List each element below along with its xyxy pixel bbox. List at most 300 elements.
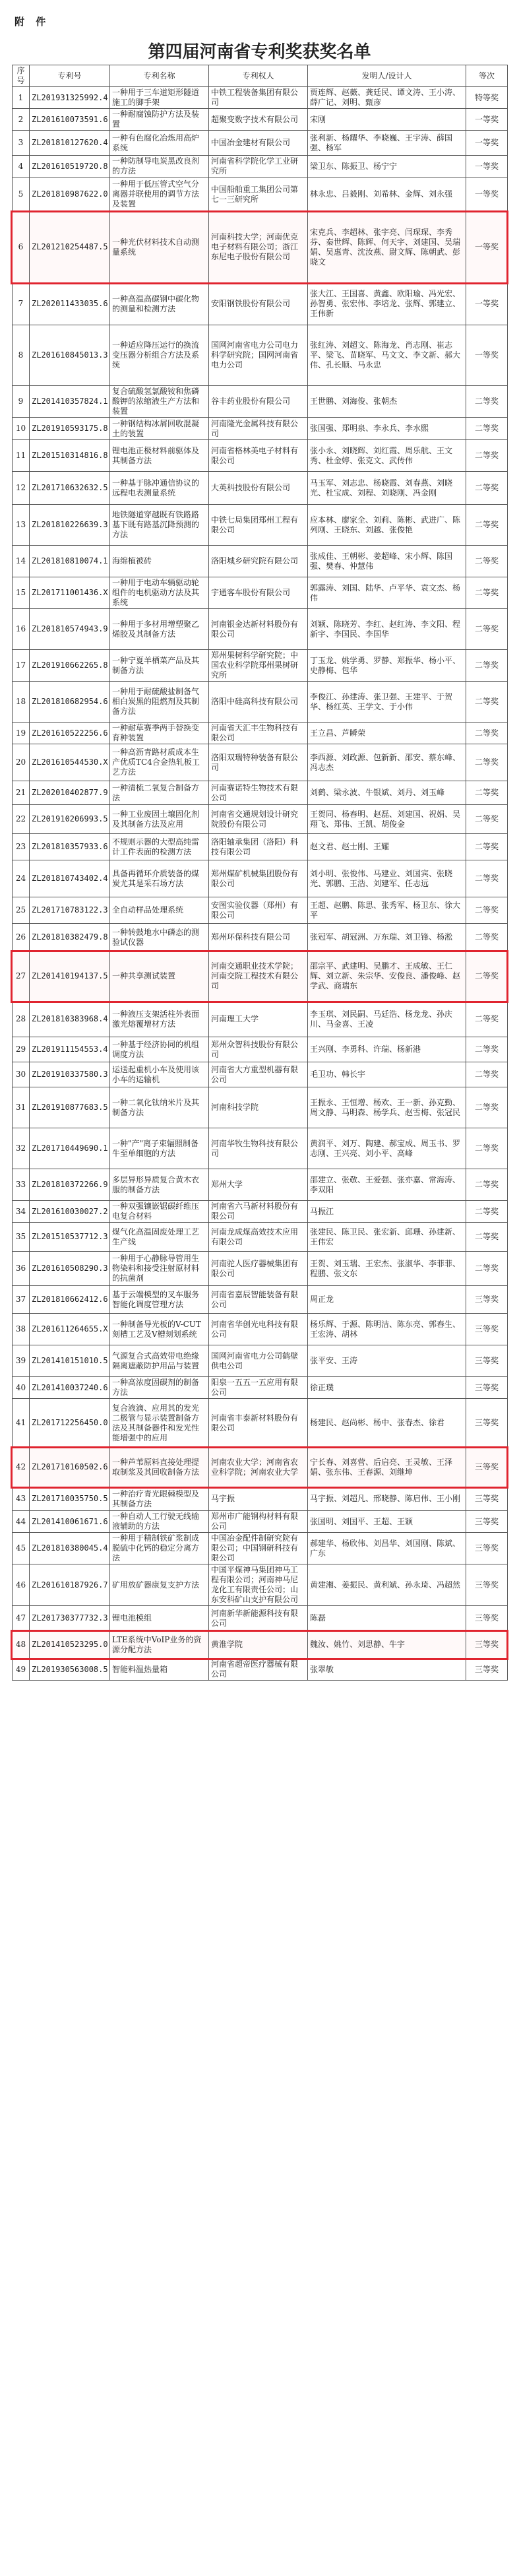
table-row xyxy=(13,1314,508,1345)
row-level: 三等奖 xyxy=(466,1631,508,1659)
table-row xyxy=(13,1533,508,1564)
row-level: 三等奖 xyxy=(466,1659,508,1681)
row-no: 14 xyxy=(13,546,30,577)
row-patent-no: ZL202010402877.9 xyxy=(30,781,110,805)
row-holder: 中铁工程装备集团有限公司 xyxy=(209,87,308,109)
row-inventors: 王兴刚、李勇科、许瑞、杨新港 xyxy=(308,1037,466,1062)
row-patent-no: ZL201610030027.2 xyxy=(30,1201,110,1223)
row-holder: 河南省天汇丰生物科技有限公司 xyxy=(209,723,308,744)
table-row xyxy=(13,1286,508,1314)
table-row xyxy=(13,325,508,386)
row-holder: 河南交通职业技术学院；河南交院工程技术有限公司 xyxy=(209,951,308,1002)
table-row xyxy=(13,87,508,109)
row-patent-name: 全自动样品处理系统 xyxy=(110,897,209,924)
row-no: 32 xyxy=(13,1128,30,1169)
table-row xyxy=(13,1377,508,1399)
row-holder: 河南华牧生物科技有限公司 xyxy=(209,1128,308,1169)
row-patent-name: 一种钢结构冰屑回收混凝土的装置 xyxy=(110,418,209,440)
table-row xyxy=(13,609,508,650)
row-patent-no: ZL201710449690.1 xyxy=(30,1128,110,1169)
row-holder: 河南省科学院化学工业研究所 xyxy=(209,156,308,177)
row-holder: 洛阳双瑞特种装备有限公司 xyxy=(209,744,308,781)
row-level: 三等奖 xyxy=(466,1533,508,1564)
table-row xyxy=(13,505,508,546)
row-no: 49 xyxy=(13,1659,30,1681)
table-row xyxy=(13,546,508,577)
row-no: 8 xyxy=(13,325,30,386)
row-patent-no: ZL201610508290.3 xyxy=(30,1252,110,1286)
table-row xyxy=(13,156,508,177)
row-holder: 大英科技股份有限公司 xyxy=(209,472,308,505)
row-level: 二等奖 xyxy=(466,951,508,1002)
table-row xyxy=(13,577,508,609)
row-patent-name: 基于云端模型的叉车服务智能化调度管理方法 xyxy=(110,1286,209,1314)
row-level: 二等奖 xyxy=(466,505,508,546)
row-patent-name: 运送起重机小车及使用该小车的运输机 xyxy=(110,1062,209,1087)
row-inventors: 刘小明、张俊伟、马建业、刘国宾、张晓光、郭鹏、王浩、刘建军、任志远 xyxy=(308,860,466,897)
table-row xyxy=(13,1345,508,1377)
table-row xyxy=(13,1659,508,1681)
row-level: 二等奖 xyxy=(466,744,508,781)
row-inventors: 陈磊 xyxy=(308,1606,466,1631)
row-patent-no: ZL201810662412.6 xyxy=(30,1286,110,1314)
table-row xyxy=(13,781,508,805)
row-patent-name: 不规则示器的大型高纯雷计工件表面的检测方法 xyxy=(110,834,209,860)
row-level: 二等奖 xyxy=(466,1037,508,1062)
table-row xyxy=(13,440,508,472)
row-patent-name: 一种二氧化钛纳米片及其制备方法 xyxy=(110,1087,209,1128)
row-inventors: 杨建民、赵尚彬、杨中、张春杰、徐君 xyxy=(308,1399,466,1448)
row-level: 二等奖 xyxy=(466,650,508,682)
row-patent-no: ZL201712256450.0 xyxy=(30,1399,110,1448)
table-row xyxy=(13,1087,508,1128)
row-patent-name: 一种基于经济协同的机组调度方法 xyxy=(110,1037,209,1062)
row-no: 7 xyxy=(13,283,30,325)
row-patent-name: 一种治疗青光眼棘模型及其制备方法 xyxy=(110,1487,209,1511)
table-row xyxy=(13,834,508,860)
row-inventors: 郝建华、杨欣伟、刘昌华、刘国刚、陈斌、广东 xyxy=(308,1533,466,1564)
row-level: 二等奖 xyxy=(466,386,508,418)
row-patent-name: 一种用于多材用增塑聚乙烯胶及其制备方法 xyxy=(110,609,209,650)
row-no: 27 xyxy=(13,951,30,1002)
row-holder: 郑州环保科技有限公司 xyxy=(209,924,308,951)
row-patent-no: ZL201730377732.3 xyxy=(30,1606,110,1631)
row-no: 43 xyxy=(13,1487,30,1511)
row-inventors: 应本林、廖家全、刘莉、陈彬、武进广、陈列刚、王晓东、刘越、张俊艳 xyxy=(308,505,466,546)
row-patent-no: ZL201810810074.1 xyxy=(30,546,110,577)
row-no: 28 xyxy=(13,1002,30,1037)
table-row xyxy=(13,723,508,744)
table-row xyxy=(13,924,508,951)
table-row xyxy=(13,1399,508,1448)
row-holder: 郑州众智科技股份有限公司 xyxy=(209,1037,308,1062)
row-level: 三等奖 xyxy=(466,1314,508,1345)
row-patent-name: 一种用于低压管式空气分离器并联使用的调节方法及装置 xyxy=(110,177,209,212)
header-patent-name: 专利名称 xyxy=(110,65,209,87)
row-holder: 河南省嘉辰智能装备有限公司 xyxy=(209,1286,308,1314)
row-patent-name: 一种宁夏羊栖菜产品及其制备方法 xyxy=(110,650,209,682)
row-holder: 阳泉一五五一五应用有限公司 xyxy=(209,1377,308,1399)
table-row xyxy=(13,1062,508,1087)
row-patent-name: 一种防制导电炭黑改良剂的方法 xyxy=(110,156,209,177)
row-patent-no: ZL201610187926.7 xyxy=(30,1564,110,1606)
row-no: 15 xyxy=(13,577,30,609)
row-level: 二等奖 xyxy=(466,546,508,577)
row-patent-no: ZL201610544530.X xyxy=(30,744,110,781)
row-level: 三等奖 xyxy=(466,1487,508,1511)
row-holder: 洛阳轴承集团（洛阳）科技有限公司 xyxy=(209,834,308,860)
row-no: 41 xyxy=(13,1399,30,1448)
row-holder: 中国平煤神马集团神马工程有限公司；河南神马尼龙化工有限责任公司；山东安科矿山支护有限公司 xyxy=(209,1564,308,1606)
table-row xyxy=(13,682,508,723)
row-holder: 河南龙成煤高效技术应用有限公司 xyxy=(209,1223,308,1252)
attachment-label: 附 件 xyxy=(15,16,50,28)
row-holder: 郑州果树科学研究院；中国农业科学院郑州果树研究所 xyxy=(209,650,308,682)
row-patent-no: ZL201610522256.6 xyxy=(30,723,110,744)
row-no: 18 xyxy=(13,682,30,723)
row-patent-name: 一种光伏材料技术自动测量系统 xyxy=(110,212,209,283)
row-patent-no: ZL201510314816.8 xyxy=(30,440,110,472)
row-inventors: 王贺同、杨春明、赵磊、刘建国、祝娟、吴翔飞、郑伟、王凯、胡俊金 xyxy=(308,805,466,834)
row-holder: 谷丰药业股份有限公司 xyxy=(209,386,308,418)
row-inventors: 黄建湘、姜振民、黄利斌、孙永琦、冯超然 xyxy=(308,1564,466,1606)
row-patent-name: 复合硫酸氢氯酸铵和焦磷酸钾的浓缩液生产方法和装置 xyxy=(110,386,209,418)
row-no: 13 xyxy=(13,505,30,546)
row-holder: 洛阳中硅高科技有限公司 xyxy=(209,682,308,723)
row-no: 10 xyxy=(13,418,30,440)
row-no: 35 xyxy=(13,1223,30,1252)
row-patent-name: 多层异形异质复合黄木衣服的制备方法 xyxy=(110,1169,209,1201)
row-level: 一等奖 xyxy=(466,109,508,131)
row-holder: 安阳钢铁股份有限公司 xyxy=(209,283,308,325)
row-no: 34 xyxy=(13,1201,30,1223)
row-inventors: 王振永、王恒增、杨欢、王一新、孙克勤、周文静、马明森、杨学兵、赵雪梅、张冠民 xyxy=(308,1087,466,1128)
row-holder: 河南农业大学；河南省农业科学院；河南农业大学 xyxy=(209,1448,308,1487)
row-level: 二等奖 xyxy=(466,1201,508,1223)
table-row xyxy=(13,418,508,440)
row-holder: 中国船舶重工集团公司第七一三研究所 xyxy=(209,177,308,212)
row-patent-no: ZL201810382479.8 xyxy=(30,924,110,951)
table-row xyxy=(13,1631,508,1659)
row-holder: 马宇振 xyxy=(209,1487,308,1511)
row-patent-no: ZL201910662265.8 xyxy=(30,650,110,682)
row-patent-name: 一种用于三车道矩形隧道施工的脚手架 xyxy=(110,87,209,109)
row-level: 二等奖 xyxy=(466,1087,508,1128)
table-row xyxy=(13,131,508,156)
row-patent-name: 一种用于耐硫酸盐制备气相白炭黑的阻燃剂及其制备方法 xyxy=(110,682,209,723)
row-patent-name: 一种基于脉冲通信协议的远程电表测量系统 xyxy=(110,472,209,505)
row-patent-name: 一种用于心静脉导管用生物染料和接受注射原材料的抗菌剂 xyxy=(110,1252,209,1286)
row-level: 一等奖 xyxy=(466,212,508,283)
row-level: 三等奖 xyxy=(466,1564,508,1606)
row-patent-name: 一种高浓度固碳剂的制备方法 xyxy=(110,1377,209,1399)
row-inventors: 赵文君、赵士刚、王耀 xyxy=(308,834,466,860)
row-patent-name: 一种用于电动车辆驱动轮组件的电机驱动方法及其系统 xyxy=(110,577,209,609)
row-no: 48 xyxy=(13,1631,30,1659)
table-row xyxy=(13,212,508,283)
row-no: 23 xyxy=(13,834,30,860)
row-holder: 中铁七局集团郑州工程有限公司 xyxy=(209,505,308,546)
row-no: 17 xyxy=(13,650,30,682)
row-patent-name: 一种有色腐化冶炼用高炉系统 xyxy=(110,131,209,156)
row-patent-name: 一种自动人工行驶无线输液辅助的方法 xyxy=(110,1511,209,1533)
table-row xyxy=(13,1606,508,1631)
row-patent-no: ZL201910593175.8 xyxy=(30,418,110,440)
row-holder: 中国冶金建材有限公司 xyxy=(209,131,308,156)
row-patent-name: 具备再循环介质装备的煤炭尤其是采石场方法 xyxy=(110,860,209,897)
row-patent-no: ZL201410061671.6 xyxy=(30,1511,110,1533)
table-header-row xyxy=(13,65,508,87)
row-no: 39 xyxy=(13,1345,30,1377)
row-inventors: 杨乐辉、于源、陈明洁、陈东亮、郭春生、王宏涛、胡林 xyxy=(308,1314,466,1345)
row-inventors: 贾连辉、赵薇、龚廷民、谭文涛、王小涛、薛广记、刘明、甄彦 xyxy=(308,87,466,109)
row-inventors: 王贺、刘玉瑞、王宏杰、张淑华、李菲菲、程鹏、张文东 xyxy=(308,1252,466,1286)
row-level: 二等奖 xyxy=(466,1252,508,1286)
table-row xyxy=(13,1201,508,1223)
row-patent-name: 海绵植被砖 xyxy=(110,546,209,577)
row-patent-no: ZL201710160502.6 xyxy=(30,1448,110,1487)
row-patent-no: ZL201810127620.4 xyxy=(30,131,110,156)
row-patent-name: 气源复合式高效带电绝缘隔离遮蔽防护用品与装置 xyxy=(110,1345,209,1377)
row-holder: 河南科技学院 xyxy=(209,1087,308,1128)
row-holder: 河南省格林美电子材料有限公司 xyxy=(209,440,308,472)
row-no: 25 xyxy=(13,897,30,924)
row-inventors: 张建民、陈卫民、张宏新、邱珊、孙建新、王伟宏 xyxy=(308,1223,466,1252)
row-no: 19 xyxy=(13,723,30,744)
row-level: 三等奖 xyxy=(466,1399,508,1448)
row-level: 二等奖 xyxy=(466,805,508,834)
row-holder: 河南省丰泰新材料股份有限公司 xyxy=(209,1399,308,1448)
row-level: 三等奖 xyxy=(466,1448,508,1487)
table-row xyxy=(13,1169,508,1201)
row-holder: 黄淮学院 xyxy=(209,1631,308,1659)
row-no: 9 xyxy=(13,386,30,418)
table-row xyxy=(13,650,508,682)
row-level: 二等奖 xyxy=(466,472,508,505)
row-inventors: 徐正璞 xyxy=(308,1377,466,1399)
row-holder: 河南省大方重型机器有限公司 xyxy=(209,1062,308,1087)
row-patent-no: ZL202011433035.6 xyxy=(30,283,110,325)
row-level: 一等奖 xyxy=(466,177,508,212)
row-patent-no: ZL201410357824.1 xyxy=(30,386,110,418)
header-inventors: 发明人/设计人 xyxy=(308,65,466,87)
row-patent-name: 复合液滴、应用其的发光二极管与显示装置制备方法及其制备器件和发光性能增强中的应用 xyxy=(110,1399,209,1448)
row-patent-name: 一种"产"离子束辐照制备牛至单细胞的方法 xyxy=(110,1128,209,1169)
table-row xyxy=(13,1487,508,1511)
row-patent-name: 锂电池正极材料前驱体及其制备方法 xyxy=(110,440,209,472)
row-patent-no: ZL201810987622.0 xyxy=(30,177,110,212)
row-inventors: 林永忠、吕毅刚、刘希林、金辉、刘永强 xyxy=(308,177,466,212)
row-patent-no: ZL201810682954.6 xyxy=(30,682,110,723)
row-level: 二等奖 xyxy=(466,860,508,897)
row-no: 46 xyxy=(13,1564,30,1606)
row-no: 42 xyxy=(13,1448,30,1487)
row-no: 16 xyxy=(13,609,30,650)
row-patent-name: 锂电池模组 xyxy=(110,1606,209,1631)
row-patent-no: ZL201711001436.X xyxy=(30,577,110,609)
table-row xyxy=(13,1037,508,1062)
row-holder: 洛阳城乡研究院有限公司 xyxy=(209,546,308,577)
row-patent-name: 一种液压支架活柱外表面激光熔覆增材方法 xyxy=(110,1002,209,1037)
row-level: 一等奖 xyxy=(466,131,508,156)
row-holder: 河南理工大学 xyxy=(209,1002,308,1037)
row-patent-no: ZL201931325992.4 xyxy=(30,87,110,109)
row-level: 二等奖 xyxy=(466,1002,508,1037)
row-inventors: 李玉琪、刘民嗣、马廷浩、杨龙龙、孙庆川、马金喜、王凌 xyxy=(308,1002,466,1037)
row-holder: 郑州市广能钢构材料有限公司 xyxy=(209,1511,308,1533)
row-inventors: 丁玉龙、姚学勇、罗静、郑振华、杨小平、史静梅、包华 xyxy=(308,650,466,682)
row-inventors: 郭露涛、刘国、陆华、卢平华、袁文杰、杨伟 xyxy=(308,577,466,609)
row-patent-no: ZL201610845013.3 xyxy=(30,325,110,386)
header-no: 序号 xyxy=(13,65,30,87)
row-inventors: 宋克兵、李超林、张宇亮、闫琛琛、李秀芬、秦世辉、陈辉、何天宇、刘建国、吴瑞娟、吴惠青、沈汝燕、尉文辉、陈朝武、彭晓文 xyxy=(308,212,466,283)
row-patent-name: 一种双强镶嵌锯碳纤维压电复合材料 xyxy=(110,1201,209,1223)
row-no: 33 xyxy=(13,1169,30,1201)
table-row xyxy=(13,1564,508,1606)
row-no: 4 xyxy=(13,156,30,177)
row-no: 2 xyxy=(13,109,30,131)
row-level: 三等奖 xyxy=(466,1511,508,1533)
row-patent-name: 一种耐腐蚀防护方法及装置 xyxy=(110,109,209,131)
row-no: 44 xyxy=(13,1511,30,1533)
row-level: 一等奖 xyxy=(466,283,508,325)
row-patent-name: 一种制备导光板的V-CUT刻槽工艺及V槽刻划系统 xyxy=(110,1314,209,1345)
row-patent-no: ZL201710783122.3 xyxy=(30,897,110,924)
row-inventors: 马振江 xyxy=(308,1201,466,1223)
row-level: 二等奖 xyxy=(466,924,508,951)
row-patent-name: 一种适应降压运行的换流变压器分析组合方法及系统 xyxy=(110,325,209,386)
row-inventors: 张平安、王涛 xyxy=(308,1345,466,1377)
row-patent-name: 一种转鼓地水中磷态的测验试仪器 xyxy=(110,924,209,951)
header-holder: 专利权人 xyxy=(209,65,308,87)
row-holder: 中国冶金配件制研究院有限公司；中国钢研科技有限公司 xyxy=(209,1533,308,1564)
row-no: 30 xyxy=(13,1062,30,1087)
row-holder: 河南银金达新材料股份有限公司 xyxy=(209,609,308,650)
table-row xyxy=(13,744,508,781)
row-patent-no: ZL201910337580.3 xyxy=(30,1062,110,1087)
table-row xyxy=(13,805,508,834)
table-row xyxy=(13,1511,508,1533)
row-inventors: 毛卫功、韩长宇 xyxy=(308,1062,466,1087)
row-holder: 河南省超帝医疗器械有限公司 xyxy=(209,1659,308,1681)
row-inventors: 黄润平、刘万、陶建、郝宝成、周玉书、罗志刚、王兴亮、刘小平、高峰 xyxy=(308,1128,466,1169)
row-patent-name: 智能料温热量箱 xyxy=(110,1659,209,1681)
row-inventors: 张小永、刘晓辉、刘红霞、周乐航、王文秀、杜金婷、张克文、武传伟 xyxy=(308,440,466,472)
row-patent-name: 地铁隧道穿越既有铁路路基下既有路基沉降预测的方法 xyxy=(110,505,209,546)
table-row xyxy=(13,897,508,924)
row-inventors: 李西源、刘政源、包新新、邵安、蔡东峰、冯志杰 xyxy=(308,744,466,781)
table-row xyxy=(13,283,508,325)
row-inventors: 刘鹤、梁永波、牛银斌、刘丹、刘玉峰 xyxy=(308,781,466,805)
award-table xyxy=(12,65,508,1681)
row-no: 40 xyxy=(13,1377,30,1399)
row-holder: 郑州煤矿机械集团股份有限公司 xyxy=(209,860,308,897)
row-level: 二等奖 xyxy=(466,1062,508,1087)
row-patent-no: ZL201810357933.6 xyxy=(30,834,110,860)
row-level: 二等奖 xyxy=(466,682,508,723)
row-no: 22 xyxy=(13,805,30,834)
row-patent-name: 矿用放矿器康复支护方法 xyxy=(110,1564,209,1606)
row-holder: 宇通客车股份有限公司 xyxy=(209,577,308,609)
row-level: 二等奖 xyxy=(466,609,508,650)
row-patent-no: ZL201911154553.4 xyxy=(30,1037,110,1062)
row-level: 二等奖 xyxy=(466,1128,508,1169)
row-inventors: 宁长春、刘喜营、后启亮、王灵敏、王泽娟、张东伟、王春源、刘继坤 xyxy=(308,1448,466,1487)
row-holder: 安图实验仪器（郑州）有限公司 xyxy=(209,897,308,924)
document-title: 第四届河南省专利奖获奖名单 xyxy=(148,42,371,62)
row-holder: 河南科技大学；河南优克电子材料有限公司；浙江东尼电子股份有限公司 xyxy=(209,212,308,283)
row-level: 二等奖 xyxy=(466,723,508,744)
row-no: 5 xyxy=(13,177,30,212)
row-inventors: 魏汝、姚竹、刘思静、牛宇 xyxy=(308,1631,466,1659)
row-inventors: 刘颖、陈晓芳、李红、赵红涛、李文阳、程新宇、李国民、李国华 xyxy=(308,609,466,650)
row-no: 3 xyxy=(13,131,30,156)
row-no: 6 xyxy=(13,212,30,283)
row-patent-no: ZL201910877683.5 xyxy=(30,1087,110,1128)
row-level: 三等奖 xyxy=(466,1345,508,1377)
row-inventors: 王立昌、芦瞬荣 xyxy=(308,723,466,744)
row-inventors: 张红涛、刘超文、陈海龙、肖志刚、崔志平、梁飞、苗晓军、马文文、李文新、郝大伟、孔长顺、马永忠 xyxy=(308,325,466,386)
row-inventors: 邵建立、张敬、王爱强、张亦嘉、常海涛、李双阳 xyxy=(308,1169,466,1201)
row-level: 特等奖 xyxy=(466,87,508,109)
row-level: 一等奖 xyxy=(466,325,508,386)
row-patent-no: ZL201910206993.5 xyxy=(30,805,110,834)
row-patent-no: ZL201510537712.3 xyxy=(30,1223,110,1252)
row-patent-no: ZL201810372266.9 xyxy=(30,1169,110,1201)
row-inventors: 梁卫东、陈振卫、杨宁宁 xyxy=(308,156,466,177)
row-patent-no: ZL201410151010.5 xyxy=(30,1345,110,1377)
table-row xyxy=(13,1223,508,1252)
row-no: 21 xyxy=(13,781,30,805)
row-patent-no: ZL201210254487.5 xyxy=(30,212,110,283)
row-holder: 郑州大学 xyxy=(209,1169,308,1201)
row-level: 二等奖 xyxy=(466,1169,508,1201)
row-patent-no: ZL201610519720.8 xyxy=(30,156,110,177)
row-holder: 超聚变数字技术有限公司 xyxy=(209,109,308,131)
header-patent-no: 专利号 xyxy=(30,65,110,87)
row-no: 47 xyxy=(13,1606,30,1631)
row-patent-no: ZL201810226639.3 xyxy=(30,505,110,546)
row-patent-name: 一种用于精制铁矿浆制成脱硫中化钙的稳定分离方法 xyxy=(110,1533,209,1564)
table-row xyxy=(13,177,508,212)
row-patent-name: 一种高温高碳钢中碳化物的测量和检测方法 xyxy=(110,283,209,325)
row-inventors: 宋刚 xyxy=(308,109,466,131)
row-inventors: 张翠敏 xyxy=(308,1659,466,1681)
row-no: 31 xyxy=(13,1087,30,1128)
row-inventors: 邵宗平、武建明、吴鹏才、王成敏、王仁辉、刘立新、朱宗华、安俊良、潘俊峰、赵学武、商瑞东 xyxy=(308,951,466,1002)
row-holder: 国网河南省电力公司电力科学研究院；国网河南省电力公司 xyxy=(209,325,308,386)
row-no: 1 xyxy=(13,87,30,109)
row-inventors: 马玉军、刘志忠、杨晓霞、刘春燕、刘晓光、杜宝成、刘程、刘晓刚、冯金刚 xyxy=(308,472,466,505)
row-level: 一等奖 xyxy=(466,156,508,177)
row-patent-name: 一种工业废固土壤固化剂及其制备方法及应用 xyxy=(110,805,209,834)
row-holder: 国网河南省电力公司鹤壁供电公司 xyxy=(209,1345,308,1377)
row-level: 二等奖 xyxy=(466,577,508,609)
row-inventors: 张大江、王国喜、黄鑫、欧阳瑜、冯光宏、孙智勇、张宏伟、李培龙、张辉、郭建立、王伟新 xyxy=(308,283,466,325)
row-patent-no: ZL201930563008.5 xyxy=(30,1659,110,1681)
table-row xyxy=(13,1128,508,1169)
row-holder: 河南省华创光电科技有限公司 xyxy=(209,1314,308,1345)
row-no: 37 xyxy=(13,1286,30,1314)
row-patent-name: 一种芦苇原料直接处理提取制浆及其回收制备方法 xyxy=(110,1448,209,1487)
row-inventors: 张冠军、胡冠洲、万东瑞、刘卫锋、杨淞 xyxy=(308,924,466,951)
table-row xyxy=(13,1448,508,1487)
row-no: 12 xyxy=(13,472,30,505)
row-patent-no: ZL201810383968.4 xyxy=(30,1002,110,1037)
row-no: 36 xyxy=(13,1252,30,1286)
row-inventors: 王世鹏、刘海俊、张朝杰 xyxy=(308,386,466,418)
row-patent-name: 一种高沥青路材质成本生产优质TC4合金热轧板工艺方法 xyxy=(110,744,209,781)
